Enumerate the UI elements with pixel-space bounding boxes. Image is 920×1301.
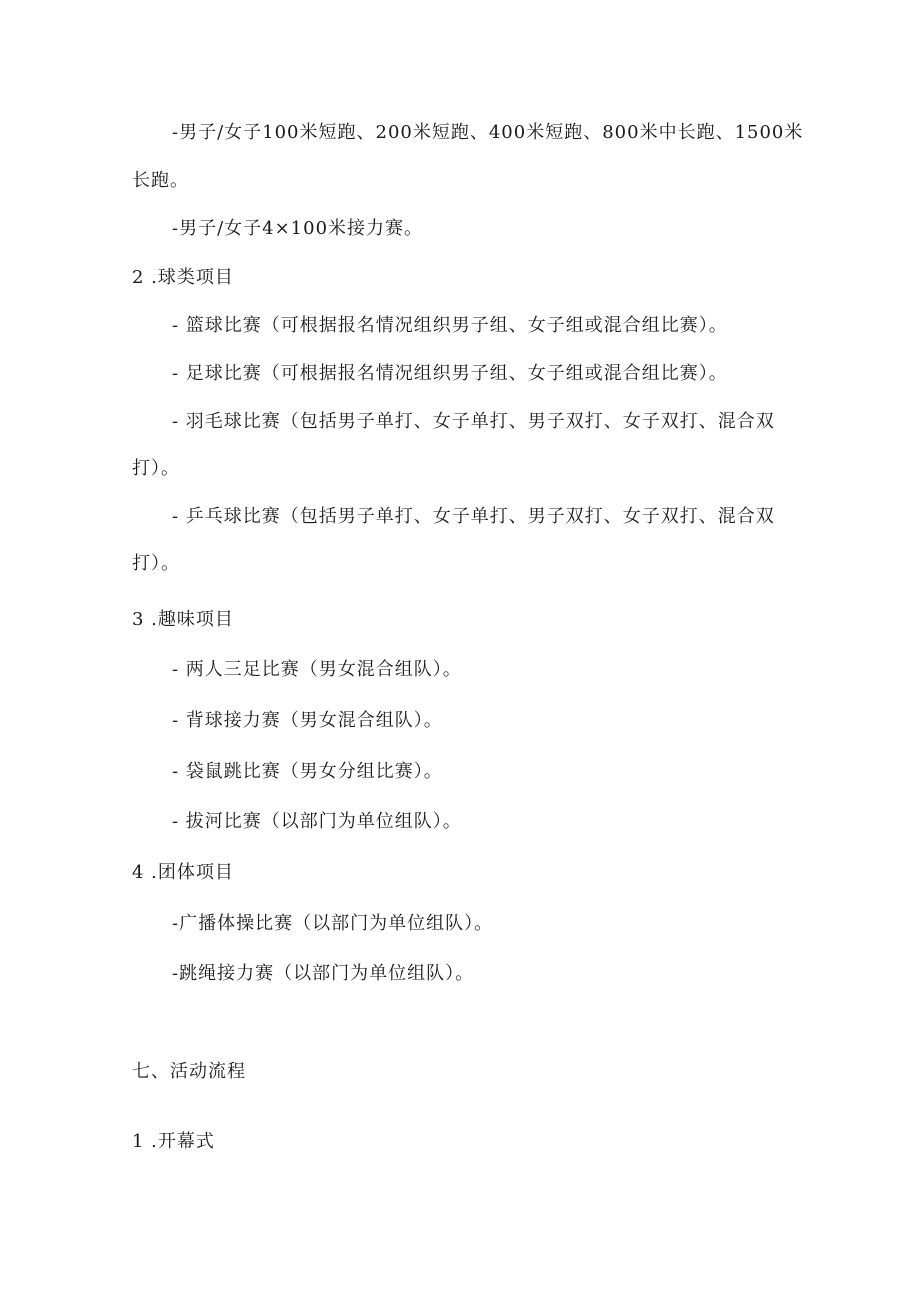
section-heading: 2 .球类项目 [132,267,234,288]
text-line: -跳绳接力赛（以部门为单位组队）。 [172,963,475,984]
text-line: - 两人三足比赛（男女混合组队）。 [172,659,462,680]
text-line: - 拔河比赛（以部门为单位组队）。 [172,811,462,832]
section-heading: 1 .开幕式 [132,1131,215,1152]
text-line: 打）。 [132,553,180,574]
text-line: - 乒乓球比赛（包括男子单打、女子单打、男子双打、女子双打、混合双 [172,506,775,527]
text-line: 打）。 [132,458,180,479]
text-line: - 背球接力赛（男女混合组队）。 [172,710,443,731]
text-line: - 羽毛球比赛（包括男子单打、女子单打、男子双打、女子双打、混合双 [172,411,775,432]
chapter-heading: 七、活动流程 [132,1061,246,1082]
text-line: -广播体操比赛（以部门为单位组队）。 [172,913,494,934]
text-line: - 袋鼠跳比赛（男女分组比赛）。 [172,761,443,782]
text-line: -男子/女子4×100米接力赛。 [172,218,424,239]
text-line: - 篮球比赛（可根据报名情况组织男子组、女子组或混合组比赛）。 [172,315,728,336]
text-line: - 足球比赛（可根据报名情况组织男子组、女子组或混合组比赛）。 [172,363,728,384]
text-line: 长跑。 [132,170,189,191]
text-line: -男子/女子100米短跑、200米短跑、400米短跑、800米中长跑、1500米 [172,122,804,143]
section-heading: 4 .团体项目 [132,862,234,883]
section-heading: 3 .趣味项目 [132,609,234,630]
